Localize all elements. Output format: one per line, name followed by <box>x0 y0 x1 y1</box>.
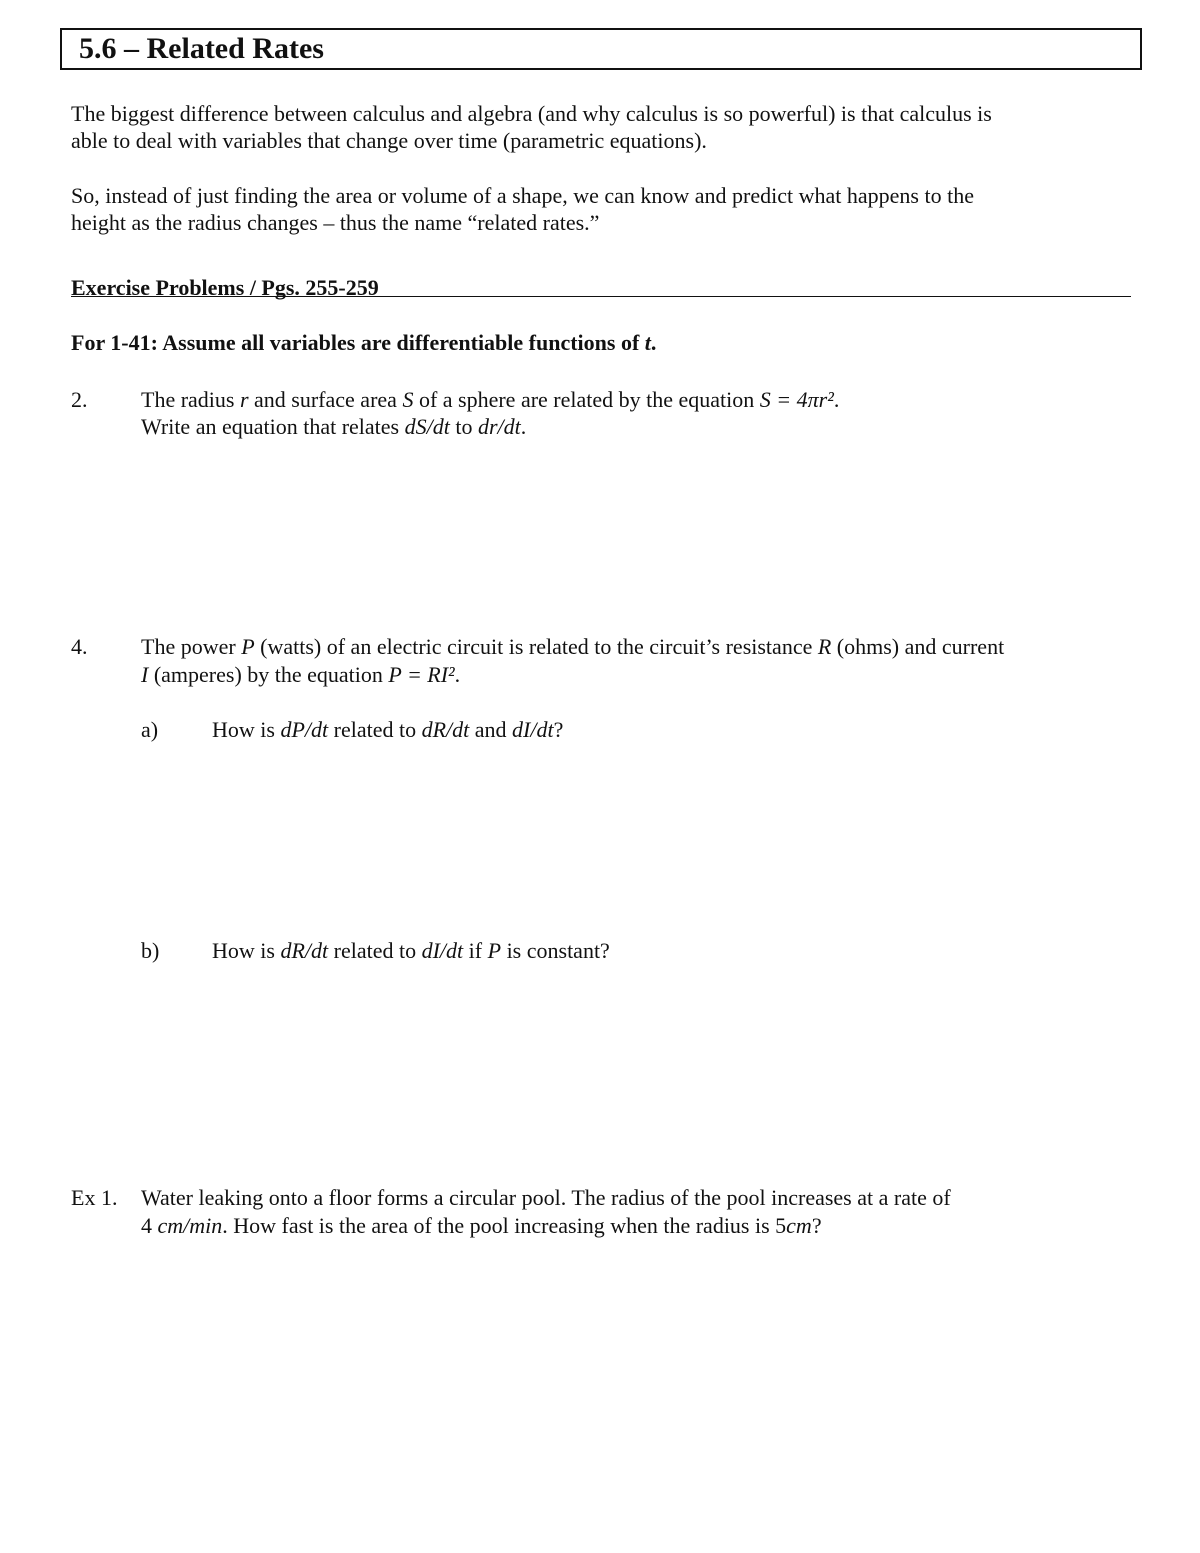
problem-2-line-1 <box>141 386 839 413</box>
text: . <box>520 414 527 439</box>
problem-4-line-1 <box>141 633 1004 660</box>
text: . <box>833 387 840 412</box>
title-box <box>60 28 1142 70</box>
text: and <box>469 717 513 742</box>
example-1-line-2 <box>141 1212 822 1239</box>
text: 4 <box>141 1213 158 1238</box>
math-var: P <box>241 634 255 659</box>
assumption-text: For 1-41: Assume all variables are differentiable functions of <box>71 330 645 355</box>
problem-4a-text <box>212 716 563 743</box>
text: (watts) of an electric circuit is related to the circuit’s resistance <box>254 634 818 659</box>
derivative: dS/dt <box>404 414 450 439</box>
example-1-line-1 <box>141 1184 951 1211</box>
problem-4-line-2 <box>141 661 460 688</box>
text: The power <box>141 634 242 659</box>
math-var: r <box>239 387 249 412</box>
intro-paragraph-1 <box>71 100 1136 154</box>
equation: S = 4πr² <box>759 387 834 412</box>
text: of a sphere are related by the equation <box>413 387 760 412</box>
text: Water leaking onto a floor forms a circular pool. The radius of the pool increases at a rate of <box>141 1185 951 1210</box>
text: ? <box>811 1213 822 1238</box>
derivative: dP/dt <box>280 717 329 742</box>
math-var: P <box>487 938 502 963</box>
section-heading: Exercise Problems / Pgs. 255-259 <box>71 275 379 300</box>
derivative: dr/dt <box>477 414 521 439</box>
text: (ohms) and current <box>831 634 1005 659</box>
intro-line: height as the radius changes – thus the name “related rates.” <box>71 210 600 235</box>
text: and surface area <box>248 387 403 412</box>
text: How is <box>212 938 281 963</box>
problem-number: Ex 1. <box>71 1185 118 1210</box>
derivative: dR/dt <box>421 717 470 742</box>
part-label: b) <box>141 938 160 963</box>
intro-line: The biggest difference between calculus and algebra (and why calculus is so powerful) is that calculus is <box>71 101 992 126</box>
text: . How fast is the area of the pool increasing when the radius is 5 <box>222 1213 787 1238</box>
derivative: dR/dt <box>280 938 329 963</box>
problem-2-line-2 <box>141 413 526 440</box>
assumption-period: . <box>650 330 657 355</box>
intro-paragraph-2 <box>71 182 1136 236</box>
math-var: S <box>402 387 414 412</box>
unit: cm/min <box>157 1213 223 1238</box>
text: to <box>449 414 478 439</box>
derivative: dI/dt <box>512 717 554 742</box>
math-var: R <box>817 634 832 659</box>
intro-line: So, instead of just finding the area or volume of a shape, we can know and predict what happens to the <box>71 183 974 208</box>
intro-line: able to deal with variables that change over time (parametric equations). <box>71 128 707 153</box>
derivative: dI/dt <box>421 938 464 963</box>
text: if <box>463 938 488 963</box>
part-label: a) <box>141 717 159 742</box>
text: is constant? <box>501 938 610 963</box>
text: The radius <box>141 387 240 412</box>
problem-4b-text <box>212 937 610 964</box>
text: related to <box>328 938 422 963</box>
page-title: 5.6 – Related Rates <box>79 32 324 65</box>
assumption-line <box>71 329 656 356</box>
text: . <box>454 662 461 687</box>
equation: P = RI² <box>388 662 455 687</box>
text: How is <box>212 717 281 742</box>
unit: cm <box>786 1213 812 1238</box>
problem-number: 2. <box>71 387 88 412</box>
text: (amperes) by the equation <box>148 662 389 687</box>
assumption-variable: t <box>644 330 651 355</box>
problem-number: 4. <box>71 634 88 659</box>
text: Write an equation that relates <box>141 414 405 439</box>
text: related to <box>328 717 422 742</box>
section-divider <box>71 296 1131 297</box>
math-var: I <box>141 662 149 687</box>
text: ? <box>553 717 564 742</box>
